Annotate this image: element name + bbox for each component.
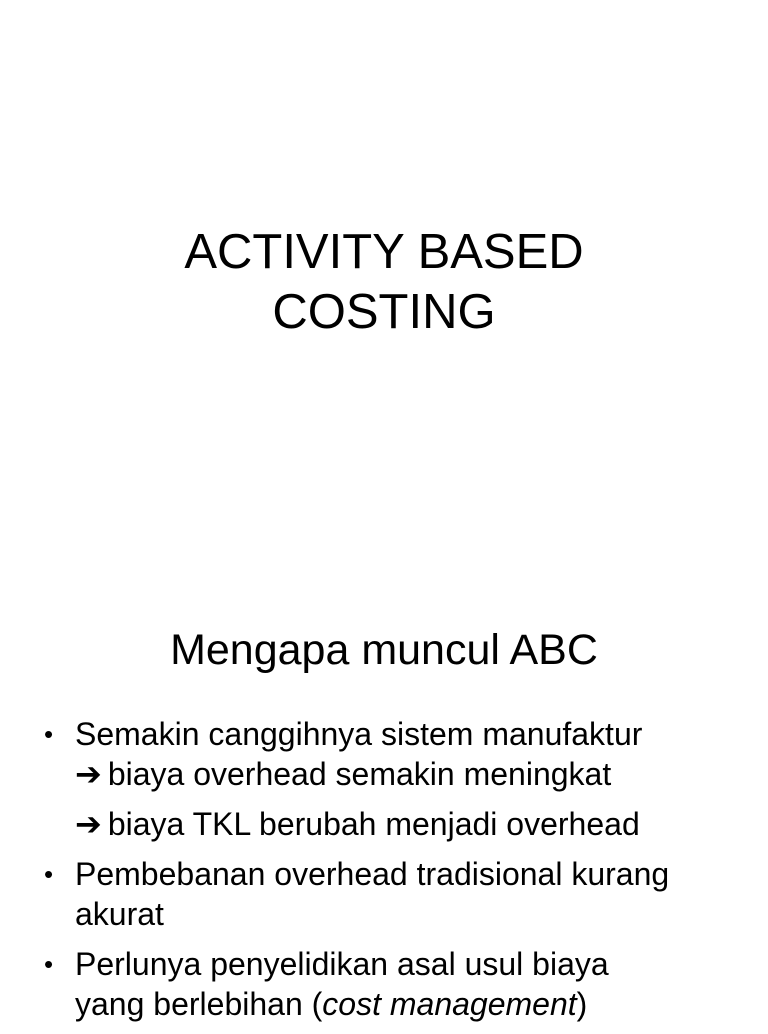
title-line-1: ACTIVITY BASED [184, 225, 584, 279]
bullet-dot-icon: • [44, 719, 54, 749]
bullet-1-text: Semakin canggihnya sistem manufaktur [75, 716, 643, 752]
bullet-3-line-2-suffix: ) [576, 986, 588, 1022]
bullet-1-sub-1-text: biaya overhead semakin meningkat [107, 756, 612, 792]
bullet-item-2 [44, 854, 744, 934]
bullet-dot-icon: • [44, 949, 54, 979]
bullet-3-line-1: Perlunya penyelidikan asal usul biaya [75, 946, 609, 982]
section-heading: Mengapa muncul ABC [170, 626, 598, 674]
bullet-1-sub-1 [75, 754, 744, 794]
title-line-2: COSTING [272, 285, 496, 339]
bullet-1-sub-2-text: biaya TKL berubah menjadi overhead [107, 806, 640, 842]
bullet-3-line-2 [75, 984, 744, 1024]
bullet-dot-icon: • [44, 859, 54, 889]
bullet-list [44, 714, 744, 1034]
right-arrow-icon: ➔ [75, 756, 102, 792]
bullet-1-sub-2 [75, 804, 744, 844]
bullet-2-line-1: Pembebanan overhead tradisional kurang [75, 856, 670, 892]
bullet-3-italic-term: cost management [322, 986, 577, 1022]
bullet-item-1 [44, 714, 744, 844]
bullet-3-line-2-prefix: yang berlebihan ( [75, 986, 323, 1022]
bullet-item-3 [44, 944, 744, 1024]
right-arrow-icon: ➔ [75, 806, 102, 842]
slide-title [0, 222, 768, 342]
bullet-2-line-2: akurat [75, 896, 164, 932]
